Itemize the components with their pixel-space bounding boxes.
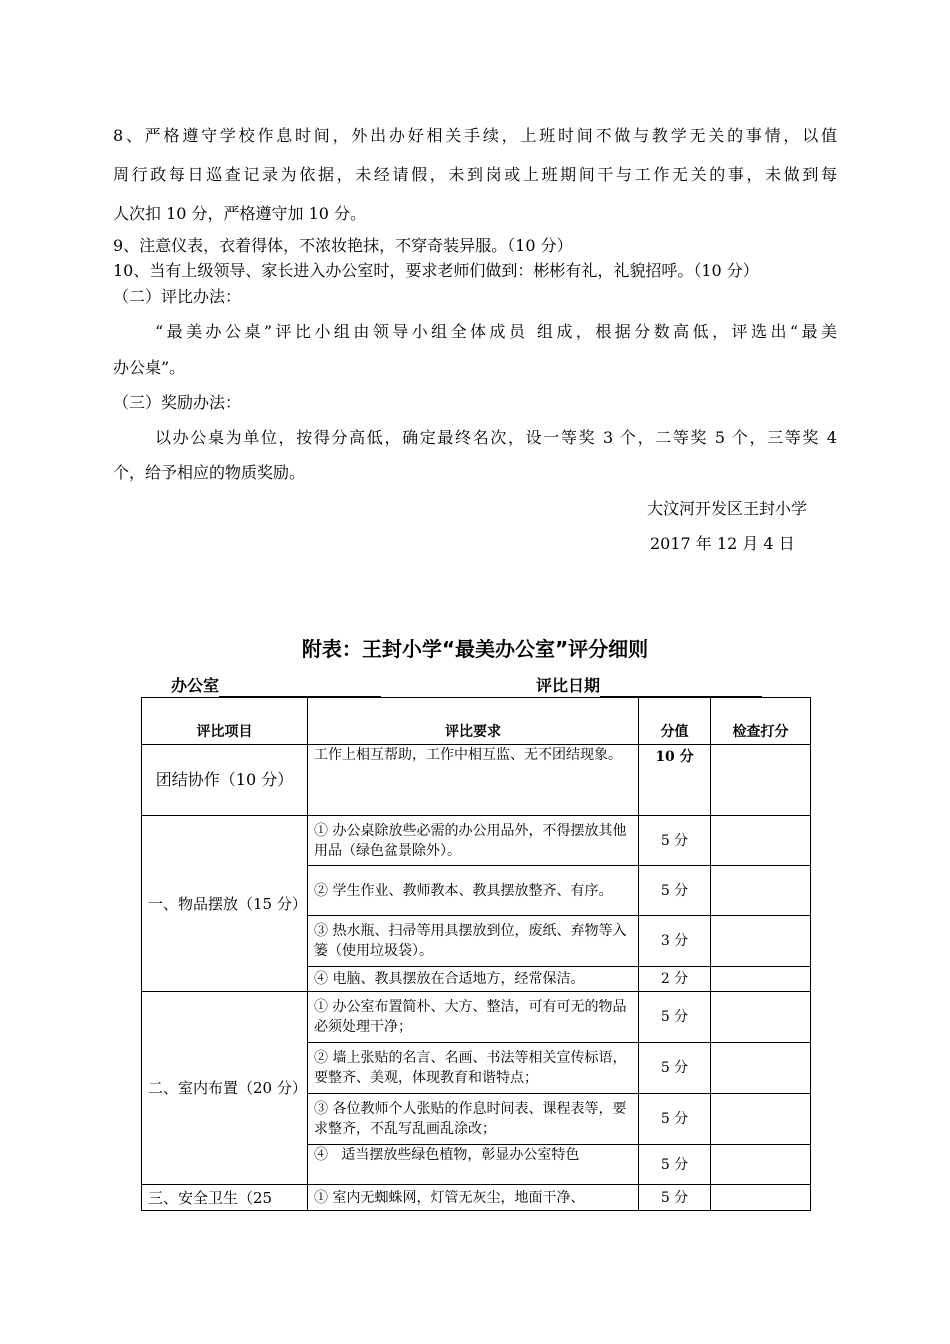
signature-org: 大汶河开发区王封小学 xyxy=(647,499,808,518)
requirement-cell: ② 墙上张贴的名言、名画、书法等相关宣传标语，要整齐、美观，体现教育和谐特点； xyxy=(308,1043,639,1094)
points-cell: 2 分 xyxy=(639,967,711,992)
item8-line3: 人次扣 10 分，严格遵守加 10 分。 xyxy=(113,204,367,223)
office-blank[interactable] xyxy=(219,678,381,697)
score-cell[interactable] xyxy=(711,745,811,816)
section2-line2: 办公桌”。 xyxy=(113,358,186,377)
requirement-cell: ② 学生作业、教师教本、教具摆放整齐、有序。 xyxy=(308,866,639,916)
table-row xyxy=(142,745,811,816)
requirement-cell: 工作上相互帮助，工作中相互监、无不团结现象。 xyxy=(308,745,639,816)
points-cell: 5 分 xyxy=(639,1145,711,1185)
section2-line1: “最美办公桌”评比小组由领导小组全体成员 组成，根据分数高低，评选出“最美 xyxy=(155,322,837,341)
points-cell: 5 分 xyxy=(639,816,711,866)
item8-line2: 周行政每日巡查记录为依据，未经请假，未到岗或上班期间干与工作无关的事，未做到每 xyxy=(113,165,837,184)
points-cell: 3 分 xyxy=(639,916,711,967)
office-label: 办公室 xyxy=(171,676,220,695)
item10: 10、当有上级领导、家长进入办公室时，要求老师们做到：彬彬有礼，礼貌招呼。（10 分） xyxy=(113,261,759,280)
requirement-cell: ① 办公桌除放些必需的办公用品外，不得摆放其他用品（绿色盆景除外）。 xyxy=(308,816,639,866)
table-row xyxy=(142,992,811,1043)
table-row xyxy=(142,816,811,866)
category-cell: 三、安全卫生（25 xyxy=(142,1185,308,1211)
table-header-row xyxy=(142,698,811,745)
section3-line1: 以办公桌为单位，按得分高低，确定最终名次，设一等奖 3 个，二等奖 5 个，三等奖 4 xyxy=(155,428,837,447)
requirement-cell: ① 办公室布置简朴、大方、整洁，可有可无的物品必须处理干净； xyxy=(308,992,639,1043)
col-header-points: 分值 xyxy=(639,698,711,745)
col-header-category: 评比项目 xyxy=(142,698,308,745)
points-cell: 5 分 xyxy=(639,992,711,1043)
requirement-cell: ④ 电脑、教具摆放在合适地方，经常保洁。 xyxy=(308,967,639,992)
requirement-cell: ③ 各位教师个人张贴的作息时间表、课程表等，要求整齐，不乱写乱画乱涂改； xyxy=(308,1094,639,1145)
section3-line2: 个，给予相应的物质奖励。 xyxy=(113,463,306,482)
points-cell: 5 分 xyxy=(639,866,711,916)
score-cell[interactable] xyxy=(711,1145,811,1185)
requirement-cell: ① 室内无蜘蛛网，灯管无灰尘，地面干净、 xyxy=(308,1185,639,1211)
points-cell: 5 分 xyxy=(639,1094,711,1145)
score-cell[interactable] xyxy=(711,967,811,992)
points-cell: 5 分 xyxy=(639,1185,711,1211)
score-cell[interactable] xyxy=(711,816,811,866)
item9: 9、注意仪表，衣着得体，不浓妆艳抹，不穿奇装异服。（10 分） xyxy=(113,236,573,255)
section2-heading: （二）评比办法： xyxy=(113,287,242,306)
requirement-cell: ④ 适当摆放些绿色植物，彰显办公室特色 xyxy=(308,1145,639,1185)
office-field xyxy=(171,675,381,697)
category-cell: 一、物品摆放（15 分） xyxy=(142,816,308,992)
section3-heading: （三）奖励办法： xyxy=(113,393,242,412)
score-cell[interactable] xyxy=(711,1185,811,1211)
requirement-cell: ③ 热水瓶、扫帚等用具摆放到位，废纸、弃物等入篓（使用垃圾袋）。 xyxy=(308,916,639,967)
col-header-requirement: 评比要求 xyxy=(308,698,639,745)
table-row xyxy=(142,1185,811,1211)
points-cell: 10 分 xyxy=(639,745,711,816)
col-header-check-score: 检查打分 xyxy=(711,698,811,745)
date-field xyxy=(536,675,762,697)
category-cell: 二、室内布置（20 分） xyxy=(142,992,308,1185)
scoring-table xyxy=(141,697,811,1211)
points-cell: 5 分 xyxy=(639,1043,711,1094)
date-blank[interactable] xyxy=(600,678,762,697)
appendix-title: 附表：王封小学“最美办公室”评分细则 xyxy=(301,637,649,661)
signature-date: 2017 年 12 月 4 日 xyxy=(650,534,795,553)
score-cell[interactable] xyxy=(711,992,811,1043)
score-cell[interactable] xyxy=(711,866,811,916)
category-cell: 团结协作（10 分） xyxy=(142,745,308,816)
date-label: 评比日期 xyxy=(536,676,601,695)
score-cell[interactable] xyxy=(711,916,811,967)
item8-line1: 8、严格遵守学校作息时间，外出办好相关手续，上班时间不做与教学无关的事情，以值 xyxy=(113,126,837,145)
score-cell[interactable] xyxy=(711,1094,811,1145)
score-cell[interactable] xyxy=(711,1043,811,1094)
